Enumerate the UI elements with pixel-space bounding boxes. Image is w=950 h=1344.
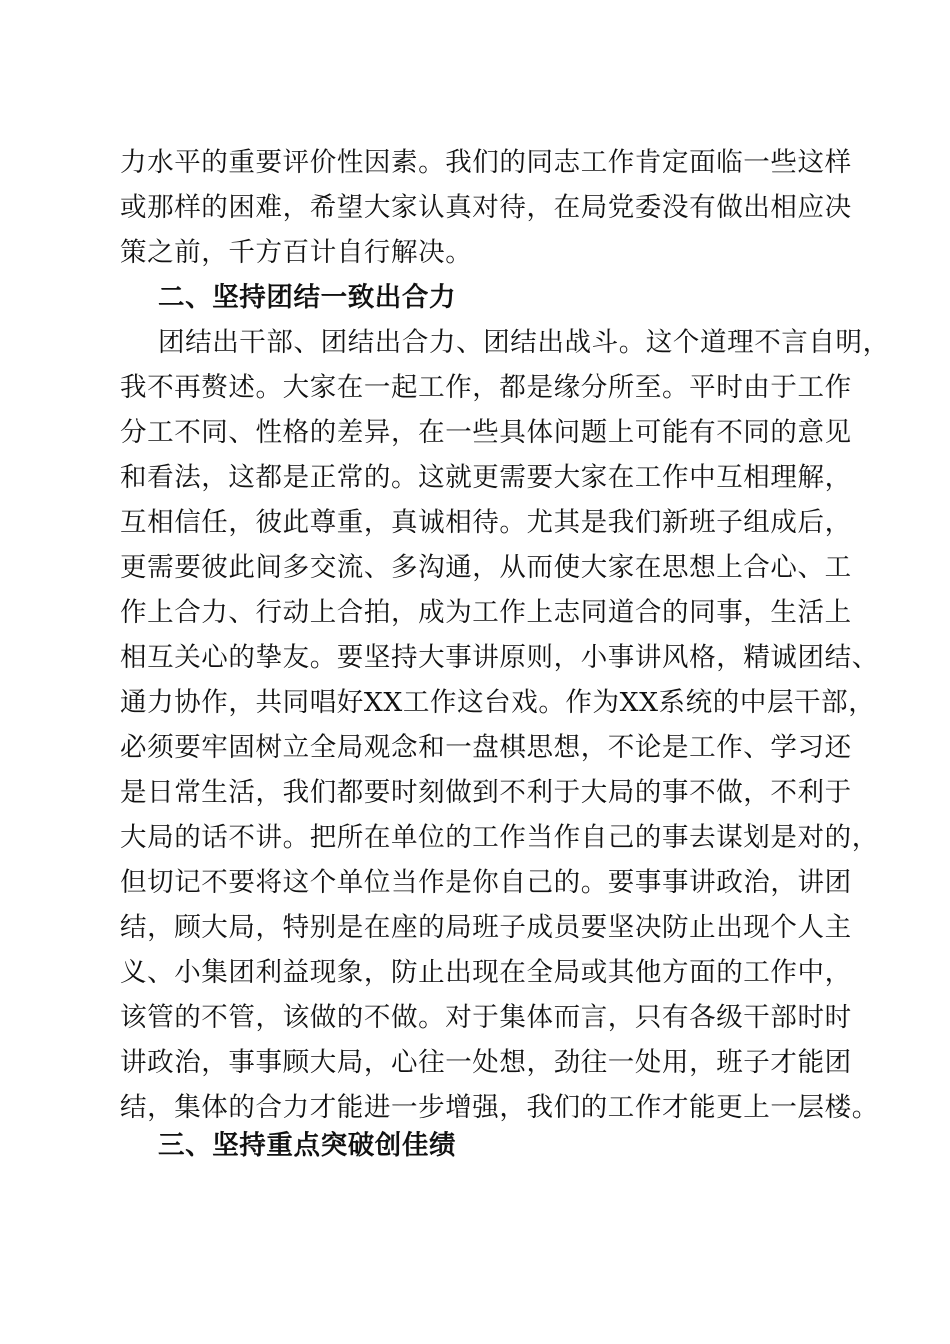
text-line: 但切记不要将这个单位当作是你自己的。要事事讲政治，讲团 (120, 867, 852, 898)
text-line: 或那样的困难，希望大家认真对待，在局党委没有做出相应决 (120, 192, 852, 223)
text-line: 必须要牢固树立全局观念和一盘棋思想，不论是工作、学习还 (120, 732, 852, 763)
text-line: 讲政治，事事顾大局，心往一处想，劲往一处用，班子才能团 (120, 1047, 852, 1078)
section-heading: 三、坚持重点突破创佳绩 (158, 1130, 457, 1161)
text-line: 力水平的重要评价性因素。我们的同志工作肯定面临一些这样 (120, 147, 852, 178)
section-heading: 二、坚持团结一致出合力 (158, 282, 457, 313)
text-line: 结，顾大局，特别是在座的局班子成员要坚决防止出现个人主 (120, 912, 852, 943)
text-line: 该管的不管，该做的不做。对于集体而言，只有各级干部时时 (120, 1002, 852, 1033)
text-line: 义、小集团利益现象，防止出现在全局或其他方面的工作中， (120, 957, 852, 988)
text-line: 团结出干部、团结出合力、团结出战斗。这个道理不言自明， (158, 327, 890, 358)
text-line: 我不再赘述。大家在一起工作，都是缘分所至。平时由于工作 (120, 372, 852, 403)
text-line: 作上合力、行动上合拍，成为工作上志同道合的同事，生活上 (120, 597, 852, 628)
text-line: 结，集体的合力才能进一步增强，我们的工作才能更上一层楼。 (120, 1092, 879, 1123)
text-line: 和看法，这都是正常的。这就更需要大家在工作中互相理解， (120, 462, 852, 493)
text-line: 通力协作，共同唱好XX工作这台戏。作为XX系统的中层干部， (120, 687, 876, 718)
text-line: 相互关心的挚友。要坚持大事讲原则，小事讲风格，精诚团结、 (120, 642, 879, 673)
text-line: 大局的话不讲。把所在单位的工作当作自己的事去谋划是对的， (120, 822, 879, 853)
text-line: 策之前，千方百计自行解决。 (120, 237, 473, 268)
text-line: 分工不同、性格的差异，在一些具体问题上可能有不同的意见 (120, 417, 852, 448)
text-line: 是日常生活，我们都要时刻做到不利于大局的事不做，不利于 (120, 777, 852, 808)
text-line: 更需要彼此间多交流、多沟通，从而使大家在思想上合心、工 (120, 552, 852, 583)
text-line: 互相信任，彼此尊重，真诚相待。尤其是我们新班子组成后， (120, 507, 852, 538)
